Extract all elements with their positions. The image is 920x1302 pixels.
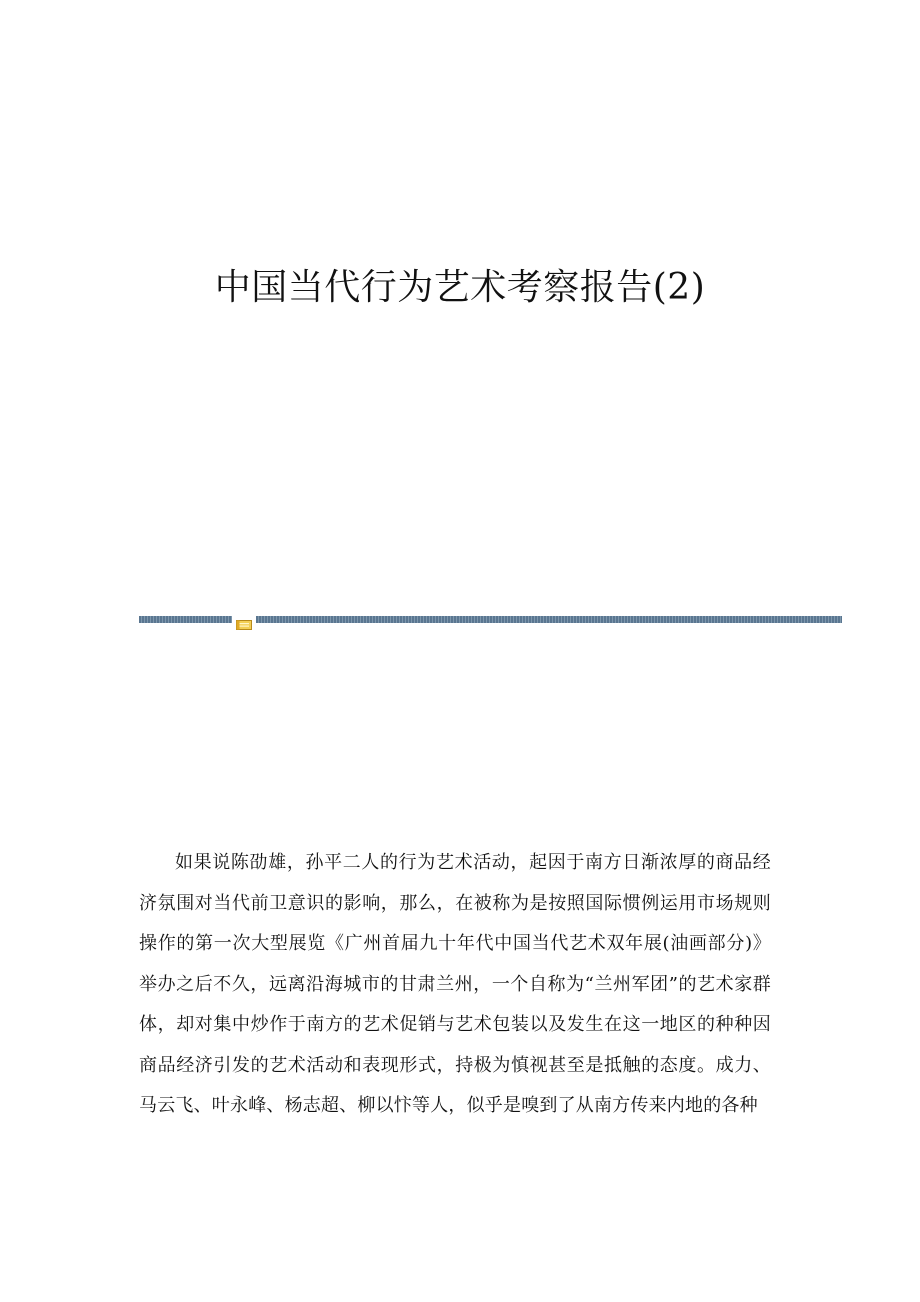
page-ornament-icon — [236, 615, 252, 625]
section-divider — [139, 615, 842, 625]
document-title: 中国当代行为艺术考察报告(2) — [214, 267, 706, 308]
body-paragraph: 如果说陈劭雄，孙平二人的行为艺术活动，起因于南方日渐浓厚的商品经济氛围对当代前卫意识的影响，那么，在被称为是按照国际惯例运用市场规则操作的第一次大型展览《广州首届九十年代中国当代艺术双年展(油画部分)》举办之后不久，远离沿海城市的甘肃兰州，一个自称为“兰州军团”的艺术家群体，却对集中炒作于南方的艺术促销与艺术包装以及发生在这一地区的种种因商品经济引发的艺术活动和表现形式，持极为慎视甚至是抵触的态度。成力、马云飞、叶永峰、杨志超、柳以忭等人，似乎是嗅到了从南方传来内地的各种 — [139, 852, 771, 1116]
divider-bar-left — [139, 616, 232, 623]
divider-bar-right — [256, 616, 842, 623]
